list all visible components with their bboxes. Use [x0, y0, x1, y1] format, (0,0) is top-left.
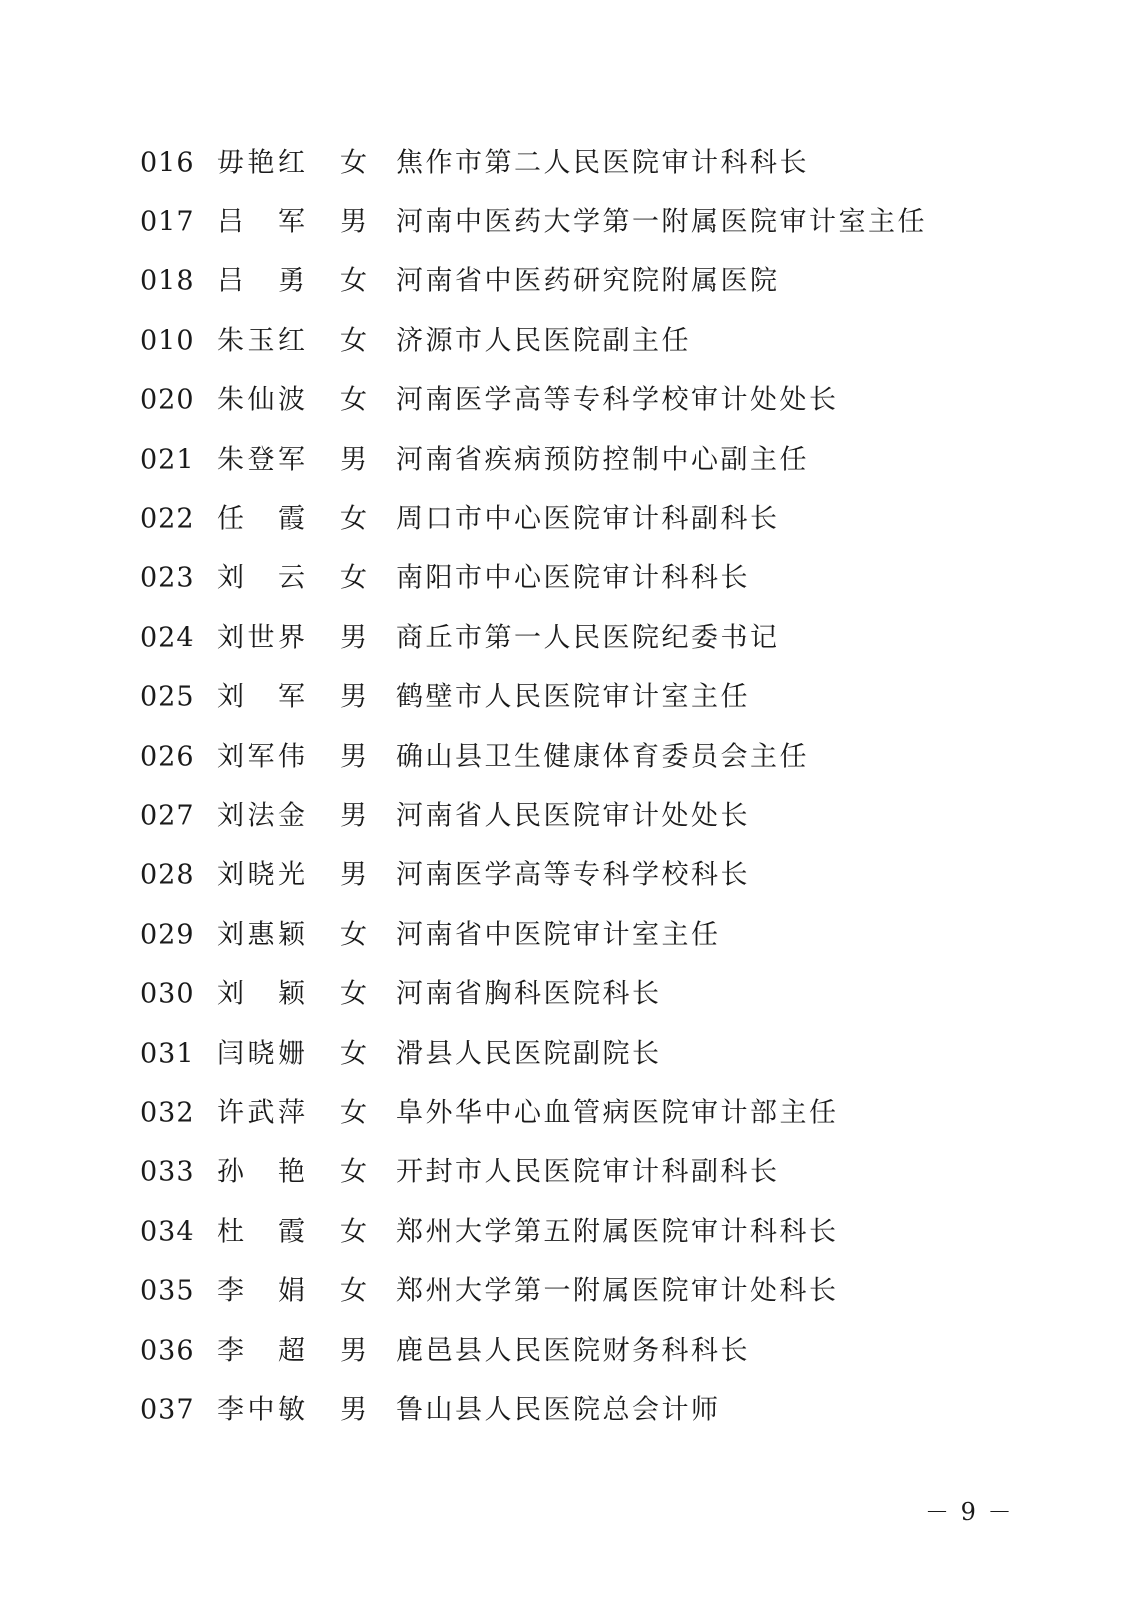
entry-number: 016	[140, 147, 195, 179]
entry-number: 029	[140, 919, 195, 951]
entry-gender: 女	[340, 503, 367, 535]
list-item	[0, 489, 1131, 548]
list-item	[0, 371, 1131, 430]
entry-organization: 周口市中心医院审计科副科长	[396, 503, 780, 535]
entry-organization: 河南医学高等专科学校科长	[396, 859, 750, 891]
entry-organization: 焦作市第二人民医院审计科科长	[396, 147, 809, 179]
list-item	[0, 1261, 1131, 1320]
entry-gender: 女	[340, 1097, 367, 1129]
list-item	[0, 905, 1131, 964]
entry-number: 030	[140, 978, 195, 1010]
list-item	[0, 786, 1131, 845]
entry-name: 李 娟	[217, 1275, 307, 1307]
entry-number: 035	[140, 1275, 195, 1307]
entry-gender: 女	[340, 919, 367, 951]
entry-organization: 河南医学高等专科学校审计处处长	[396, 384, 839, 416]
entry-name: 孙 艳	[217, 1156, 307, 1188]
list-item	[0, 311, 1131, 370]
entry-number: 031	[140, 1038, 195, 1070]
entry-organization: 河南省人民医院审计处处长	[396, 800, 750, 832]
entry-number: 023	[140, 562, 195, 594]
list-item	[0, 1380, 1131, 1439]
entry-name: 刘 军	[217, 681, 307, 713]
entry-gender: 女	[340, 325, 367, 357]
entry-name: 刘 颖	[217, 978, 307, 1010]
entry-name: 朱仙波	[217, 384, 307, 416]
entry-number: 036	[140, 1335, 195, 1366]
list-item	[0, 1024, 1131, 1083]
entry-name: 闫晓姗	[217, 1038, 307, 1070]
list-item	[0, 1202, 1131, 1261]
entry-number: 034	[140, 1216, 195, 1248]
list-item	[0, 1321, 1131, 1380]
entry-organization: 郑州大学第一附属医院审计处科长	[396, 1275, 839, 1307]
entry-name: 李中敏	[217, 1394, 307, 1426]
entry-gender: 女	[340, 384, 367, 416]
list-item	[0, 964, 1131, 1023]
entry-gender: 男	[340, 1394, 367, 1426]
entry-organization: 阜外华中心血管病医院审计部主任	[396, 1097, 839, 1129]
entry-name: 毋艳红	[217, 147, 307, 179]
entry-name: 刘 云	[217, 562, 307, 594]
entry-gender: 男	[340, 681, 367, 713]
entry-organization: 河南省胸科医院科长	[396, 978, 662, 1010]
entry-number: 018	[140, 265, 195, 297]
entry-organization: 河南省中医院审计室主任	[396, 919, 721, 951]
entry-name: 朱登军	[217, 444, 307, 476]
entry-number: 021	[140, 444, 195, 476]
entry-gender: 女	[340, 1156, 367, 1188]
list-item	[0, 252, 1131, 311]
entry-organization: 滑县人民医院副院长	[396, 1038, 662, 1070]
entry-gender: 男	[340, 622, 367, 654]
entry-gender: 女	[340, 1275, 367, 1307]
entry-organization: 南阳市中心医院审计科科长	[396, 562, 750, 594]
entry-gender: 男	[340, 800, 367, 832]
list-item	[0, 846, 1131, 905]
entry-gender: 男	[340, 444, 367, 476]
entry-organization: 开封市人民医院审计科副科长	[396, 1156, 780, 1188]
entry-organization: 河南省疾病预防控制中心副主任	[396, 444, 809, 476]
entry-name: 刘晓光	[217, 859, 307, 891]
entry-gender: 女	[340, 978, 367, 1010]
entry-name: 刘惠颖	[217, 919, 307, 951]
entry-name: 吕 军	[217, 206, 307, 238]
entry-organization: 河南省中医药研究院附属医院	[396, 265, 780, 297]
entry-number: 027	[140, 800, 195, 832]
entry-number: 025	[140, 681, 195, 713]
entry-number: 028	[140, 859, 195, 891]
list-item	[0, 608, 1131, 667]
entry-number: 022	[140, 503, 195, 535]
entry-name: 李 超	[217, 1335, 307, 1366]
list-item	[0, 192, 1131, 251]
entry-name: 吕 勇	[217, 265, 307, 297]
entry-name: 刘军伟	[217, 741, 307, 773]
entry-organization: 鹿邑县人民医院财务科科长	[396, 1335, 750, 1366]
entry-name: 许武萍	[217, 1097, 307, 1129]
entry-gender: 女	[340, 147, 367, 179]
entry-number: 010	[140, 325, 195, 357]
personnel-list	[0, 133, 1131, 1440]
list-item	[0, 549, 1131, 608]
entry-organization: 确山县卫生健康体育委员会主任	[396, 741, 809, 773]
entry-organization: 商丘市第一人民医院纪委书记	[396, 622, 780, 654]
entry-name: 刘世界	[217, 622, 307, 654]
entry-gender: 男	[340, 206, 367, 238]
entry-gender: 男	[340, 859, 367, 891]
list-item	[0, 133, 1131, 192]
entry-gender: 女	[340, 562, 367, 594]
entry-organization: 河南中医药大学第一附属医院审计室主任	[396, 206, 927, 238]
entry-gender: 女	[340, 1216, 367, 1248]
entry-organization: 鲁山县人民医院总会计师	[396, 1394, 721, 1426]
entry-gender: 女	[340, 1038, 367, 1070]
entry-number: 024	[140, 622, 195, 654]
entry-name: 任 霞	[217, 503, 307, 535]
page-number: － 9 －	[925, 1498, 1014, 1526]
entry-number: 026	[140, 741, 195, 773]
entry-gender: 男	[340, 741, 367, 773]
entry-name: 杜 霞	[217, 1216, 307, 1248]
entry-organization: 郑州大学第五附属医院审计科科长	[396, 1216, 839, 1248]
entry-name: 朱玉红	[217, 325, 307, 357]
list-item	[0, 727, 1131, 786]
list-item	[0, 1083, 1131, 1142]
entry-name: 刘法金	[217, 800, 307, 832]
entry-number: 037	[140, 1394, 195, 1426]
entry-number: 017	[140, 206, 195, 238]
entry-organization: 鹤壁市人民医院审计室主任	[396, 681, 750, 713]
list-item	[0, 430, 1131, 489]
entry-number: 033	[140, 1156, 195, 1188]
entry-number: 032	[140, 1097, 195, 1129]
entry-organization: 济源市人民医院副主任	[396, 325, 691, 357]
entry-number: 020	[140, 384, 195, 416]
list-item	[0, 1143, 1131, 1202]
entry-gender: 男	[340, 1335, 367, 1366]
entry-gender: 女	[340, 265, 367, 297]
list-item	[0, 668, 1131, 727]
